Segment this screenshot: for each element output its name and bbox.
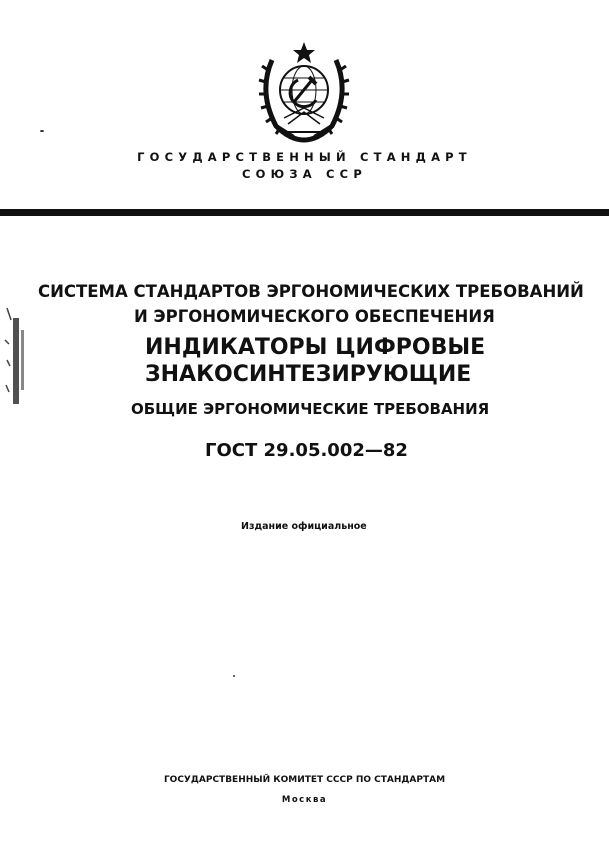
header-divider [0, 209, 609, 216]
series-title-line1: СИСТЕМА СТАНДАРТОВ ЭРГОНОМИЧЕСКИХ ТРЕБОВАНИЙ [38, 282, 584, 301]
document-title-line1: ИНДИКАТОРЫ ЦИФРОВЫЕ [145, 335, 486, 360]
library-stamp-icon [3, 300, 31, 410]
header-subtitle: СОЮЗА ССР [242, 167, 367, 181]
series-title-line2: И ЭРГОНОМИЧЕСКОГО ОБЕСПЕЧЕНИЯ [134, 307, 495, 326]
gost-number: ГОСТ 29.05.002—82 [205, 440, 408, 461]
edition-note: Издание официальное [241, 521, 367, 532]
scan-speck [233, 675, 235, 677]
document-subtitle: ОБЩИЕ ЭРГОНОМИЧЕСКИЕ ТРЕБОВАНИЯ [131, 400, 490, 418]
ussr-state-emblem-icon [254, 40, 354, 144]
publication-city: Москва [281, 795, 328, 805]
document-title-line2: ЗНАКОСИНТЕЗИРУЮЩИЕ [145, 362, 472, 387]
scan-speck [40, 130, 44, 132]
publisher-name: ГОСУДАРСТВЕННЫЙ КОМИТЕТ СССР ПО СТАНДАРТАМ [163, 775, 446, 785]
header-title: ГОСУДАРСТВЕННЫЙ СТАНДАРТ [137, 150, 472, 164]
